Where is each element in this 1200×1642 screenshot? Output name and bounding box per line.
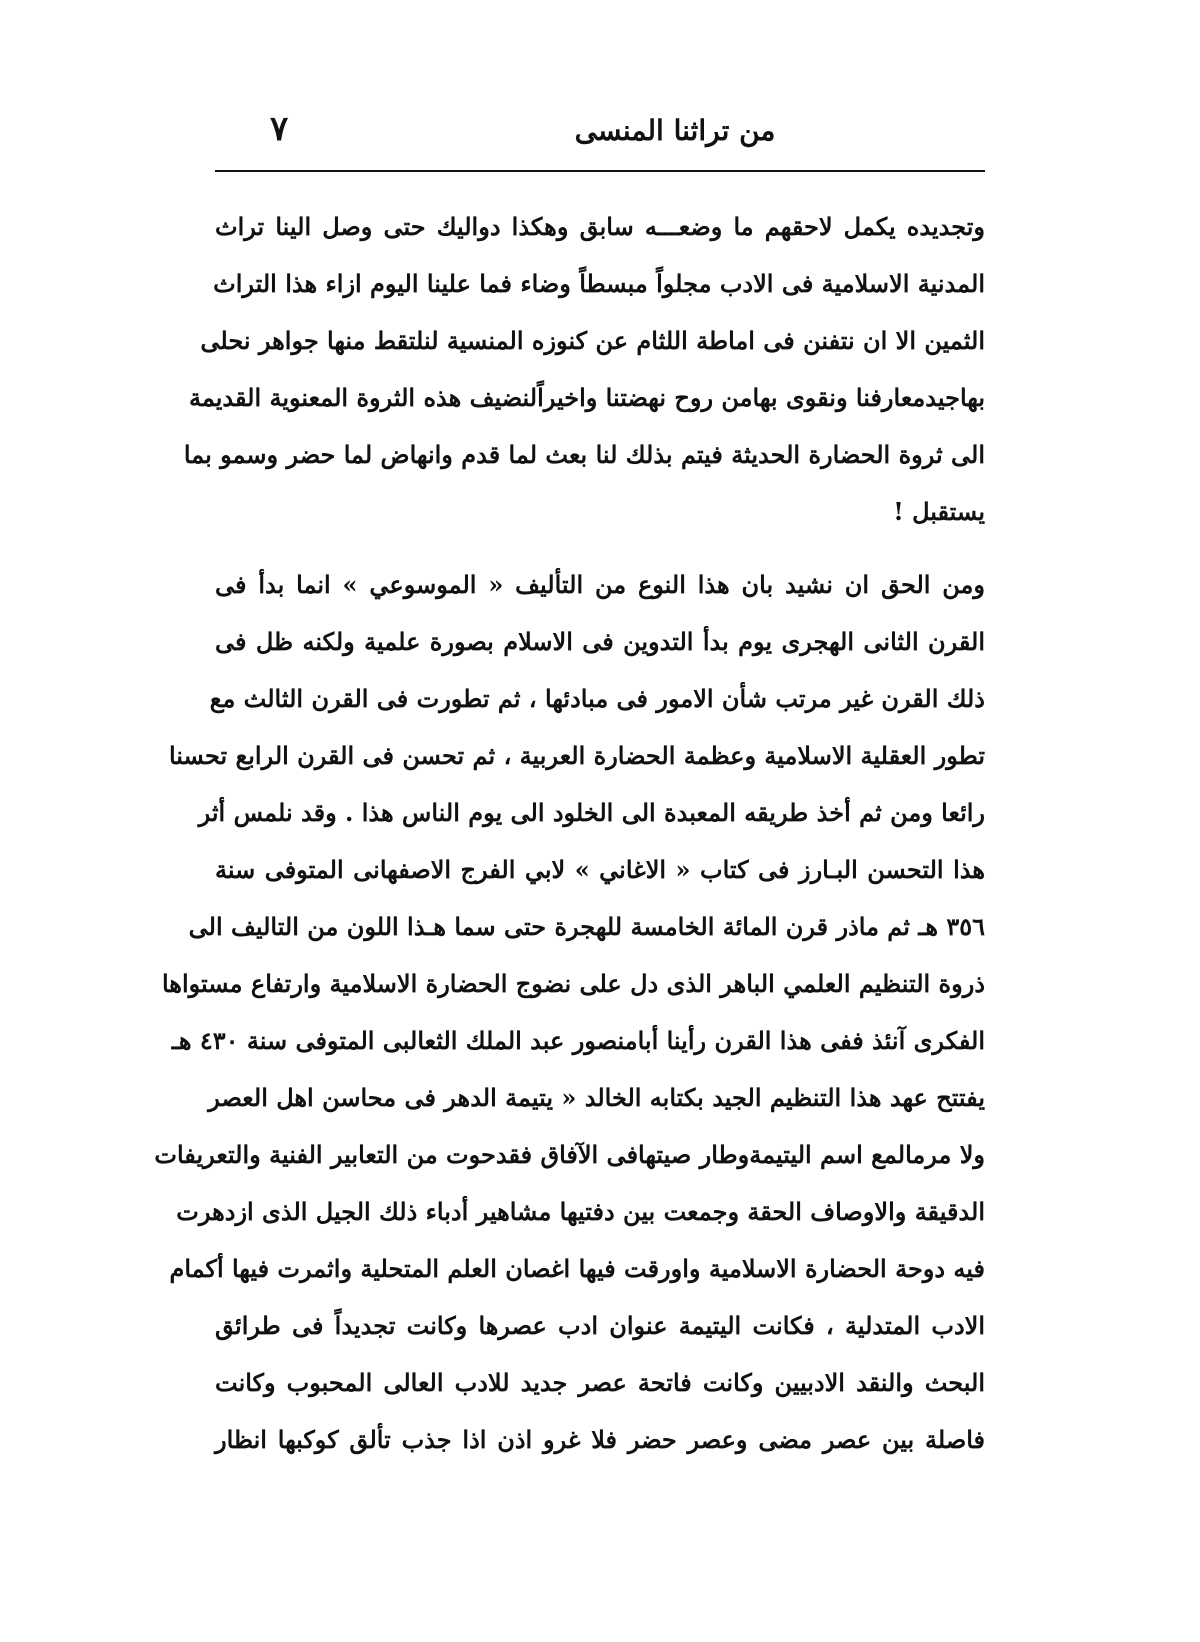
paragraph-gap [215,540,985,556]
text-line: ذروة التنظيم العلمي الباهر الذى دل على نضوج الحضارة الاسلامية وارتفاع مستواها [161,969,985,998]
text-line: ٣٥٦ هـ ثم ماذر قرن المائة الخامسة للهجرة حتى سما هـذا اللون من التاليف الى [188,912,985,941]
text-line: يستقبل ! [893,497,985,526]
header-rule [215,170,985,172]
text-line: فيه دوحة الحضارة الاسلامية واورقت فيها اغصان العلم المتحلية واثمرت فيها أكمام [169,1254,985,1283]
text-line: يفتتح عهد هذا التنظيم الجيد بكتابه الخالد « يتيمة الدهر فى محاسن اهل العصر [208,1083,985,1112]
text-line: القرن الثانى الهجرى يوم بدأ التدوين فى الاسلام بصورة علمية ولكنه ظل فى [215,627,985,656]
text-line: هذا التحسن البـارز فى كتاب « الاغاني » لابي الفرج الاصفهانى المتوفى سنة [215,855,985,884]
text-line: المدنية الاسلامية فى الادب مجلواً مبسطاً وضاء فما علينا اليوم ازاء هذا التراث [213,269,985,298]
text-line: ذلك القرن غير مرتب شأن الامور فى مبادئها ، ثم تطورت فى القرن الثالث مع [209,684,985,713]
text-line: فاصلة بين عصر مضى وعصر حضر فلا غرو اذن اذا جذب تألق كوكبها انظار [215,1425,985,1454]
text-line: الادب المتدلية ، فكانت اليتيمة عنوان ادب عصرها وكانت تجديداً فى طرائق [215,1311,985,1340]
text-line: وتجديده يكمل لاحقهم ما وضعـــه سابق وهكذا دواليك حتى وصل الينا تراث [215,212,985,241]
text-line: بهاجيدمعارفنا ونقوى بهامن روح نهضتنا واخيراًلنضيف هذه الثروة المعنوية القديمة [188,383,985,412]
text-line: الثمين الا ان نتفنن فى اماطة اللثام عن كنوزه المنسية لنلتقط منها جواهر نحلى [200,326,985,355]
text-line: الفكرى آنئذ ففى هذا القرن رأينا أبامنصور عبد الملك الثعالبى المتوفى سنة ٤٣٠ هـ [171,1026,985,1055]
text-line: الى ثروة الحضارة الحديثة فيتم بذلك لنا بعث لما قدم وانهاض لما حضر وسمو بما [183,440,985,469]
text-line: الدقيقة والاوصاف الحقة وجمعت بين دفتيها مشاهير أدباء ذلك الجيل الذى ازدهرت [176,1197,985,1226]
page-header [215,105,985,157]
text-line: رائعا ومن ثم أخذ طريقه المعبدة الى الخلود الى يوم الناس هذا . وقد نلمس أثر [198,798,985,827]
paragraph [183,198,985,540]
text-line: البحث والنقد الادبيين وكانت فاتحة عصر جديد للادب العالى المحبوب وكانت [215,1368,985,1397]
paragraph [154,556,985,1468]
text-line: ومن الحق ان نشيد بان هذا النوع من التأليف « الموسوعي » انما بدأ فى [215,570,985,599]
page-number: ٧ [270,109,289,149]
text-line: تطور العقلية الاسلامية وعظمة الحضارة العربية ، ثم تحسن فى القرن الرابع تحسنا [168,741,985,770]
running-title: من تراثنا المنسى [574,114,776,147]
text-line: ولا مرمالمع اسم اليتيمةوطار صيتهافى الآفاق فقدحوت من التعابير الفنية والتعريفات [154,1140,985,1169]
body-text [154,198,985,1468]
